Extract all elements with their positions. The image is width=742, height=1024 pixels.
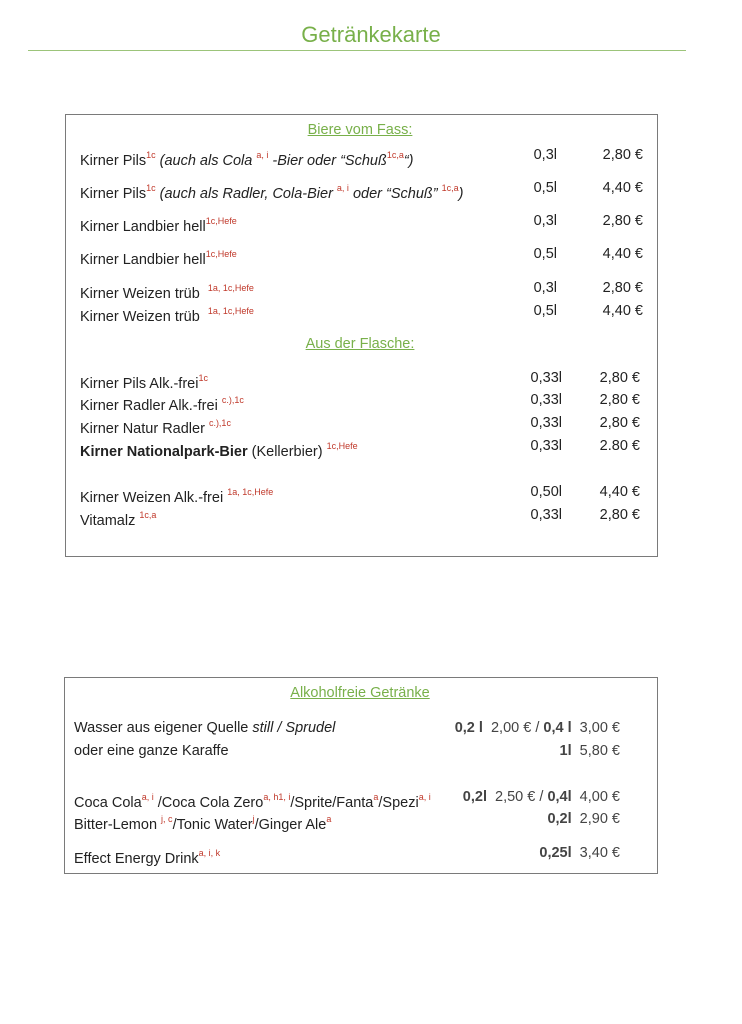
item-volume: 0,33l	[530, 370, 562, 386]
softdrink-price	[539, 844, 620, 862]
allergen-note: 1c,a	[441, 183, 459, 193]
item-price: 2,80 €	[602, 280, 643, 296]
text-segment: Kirner Radler Alk.-frei	[80, 398, 222, 414]
softdrink-item	[74, 788, 431, 812]
text-segment: Kirner Weizen trüb	[80, 309, 208, 325]
text-segment: 0,4 l	[543, 720, 572, 736]
item-price: 4,40 €	[599, 484, 640, 500]
item-price: 2,80 €	[599, 507, 640, 523]
text-segment: 0,2l	[547, 811, 572, 827]
allergen-note: a, i	[336, 183, 349, 193]
allergen-note: 1c,Hefe	[205, 216, 237, 226]
text-segment: Bitter-Lemon	[74, 817, 162, 833]
softdrink-item	[74, 719, 335, 737]
text-segment: /Ginger Ale	[254, 817, 327, 833]
text-segment: (Kellerbier)	[247, 444, 327, 460]
text-segment: 3,40 €	[571, 845, 620, 861]
text-segment: 2,90 €	[571, 811, 620, 827]
menu-item	[80, 212, 237, 236]
menu-item	[80, 146, 414, 170]
text-segment: still / Sprudel	[252, 720, 336, 736]
softdrink-item	[74, 810, 331, 834]
allergen-note: a, h1, i	[263, 792, 291, 802]
text-segment: Kirner Pils Alk.-frei	[80, 376, 199, 392]
text-segment: Kirner Landbier hell	[80, 219, 206, 235]
item-price: 4,40 €	[602, 180, 643, 196]
text-segment: 2,50 € /	[486, 789, 548, 805]
allergen-note: 1a, 1c,Hefe	[227, 487, 274, 497]
item-volume: 0,33l	[530, 415, 562, 431]
text-segment: Kirner Nationalpark-Bier	[80, 444, 248, 460]
item-volume: 0,50l	[530, 484, 562, 500]
item-volume: 0,3l	[533, 213, 557, 229]
text-segment: (auch als Radler, Cola-Bier	[155, 186, 337, 202]
text-segment: 4,00 €	[571, 789, 620, 805]
allergen-note: c.),1c	[221, 395, 244, 405]
text-segment: Kirner Weizen Alk.-frei	[80, 490, 228, 506]
allergen-note: 1a, 1c,Hefe	[207, 306, 254, 316]
text-segment: 0,2l	[462, 789, 487, 805]
menu-item	[80, 302, 254, 326]
item-price: 2,80 €	[599, 415, 640, 431]
text-segment: /Tonic Water	[172, 817, 253, 833]
menu-item	[80, 437, 358, 461]
header-fass: Biere vom Fass:	[307, 122, 413, 138]
item-volume: 0,3l	[533, 280, 557, 296]
header-softdrinks: Alkoholfreie Getränke	[290, 685, 430, 701]
text-segment: /Sprite/Fanta	[290, 795, 374, 811]
menu-item	[80, 414, 231, 438]
item-volume: 0,5l	[533, 180, 557, 196]
text-segment: “)	[403, 153, 414, 169]
text-segment: Kirner Pils	[80, 153, 147, 169]
allergen-note: a, i	[141, 792, 154, 802]
text-segment: -Bier oder “Schuß	[268, 153, 387, 169]
menu-item	[80, 369, 208, 393]
allergen-note: 1c,a	[139, 510, 157, 520]
text-segment: /Spezi	[378, 795, 419, 811]
softdrink-price	[560, 742, 620, 760]
allergen-note: c.),1c	[208, 418, 231, 428]
softdrink-item	[74, 844, 220, 868]
softdrink-price	[547, 810, 620, 828]
text-segment: 3,00 €	[571, 720, 620, 736]
item-volume: 0,5l	[533, 246, 557, 262]
allergen-note: 1a, 1c,Hefe	[207, 283, 254, 293]
item-price: 2,80 €	[599, 370, 640, 386]
text-segment: Kirner Pils	[80, 186, 147, 202]
page-title: Getränkekarte	[301, 22, 441, 47]
text-segment: oder eine ganze Karaffe	[74, 743, 229, 759]
header-flasche: Aus der Flasche:	[305, 336, 415, 352]
item-volume: 0,5l	[533, 303, 557, 319]
allergen-note: j, c	[161, 814, 173, 824]
allergen-note: 1c	[198, 373, 208, 383]
text-segment: /Coca Cola Zero	[153, 795, 264, 811]
text-segment: Kirner Landbier hell	[80, 252, 206, 268]
allergen-note: a, i	[256, 150, 269, 160]
allergen-note: 1c,Hefe	[205, 249, 237, 259]
item-price: 2,80 €	[599, 392, 640, 408]
item-price: 4,40 €	[602, 303, 643, 319]
allergen-note: 1c	[146, 150, 156, 160]
title-divider	[28, 50, 686, 51]
softdrink-price	[463, 788, 620, 806]
text-segment: 0,2 l	[454, 720, 483, 736]
text-segment: Effect Energy Drink	[74, 851, 199, 867]
text-segment: Kirner Weizen trüb	[80, 286, 208, 302]
softdrink-item	[74, 742, 229, 760]
item-price: 2,80 €	[602, 147, 643, 163]
item-price: 4,40 €	[602, 246, 643, 262]
text-segment: oder “Schuß”	[348, 186, 442, 202]
text-segment: 5,80 €	[571, 743, 620, 759]
allergen-note: 1c	[146, 183, 156, 193]
text-segment: (auch als Cola	[155, 153, 257, 169]
menu-item	[80, 506, 156, 530]
item-volume: 0,33l	[530, 507, 562, 523]
menu-item	[80, 279, 254, 303]
allergen-note: a	[326, 814, 332, 824]
item-price: 2.80 €	[599, 438, 640, 454]
text-segment: 2,00 € /	[482, 720, 544, 736]
item-volume: 0,3l	[533, 147, 557, 163]
allergen-note: a, i, k	[198, 848, 221, 858]
text-segment: 0,4l	[547, 789, 572, 805]
text-segment: 1l	[559, 743, 572, 759]
text-segment: 0,25l	[539, 845, 572, 861]
allergen-note: j	[252, 814, 255, 824]
item-price: 2,80 €	[602, 213, 643, 229]
item-volume: 0,33l	[530, 438, 562, 454]
text-segment: Coca Cola	[74, 795, 142, 811]
menu-item	[80, 483, 273, 507]
item-volume: 0,33l	[530, 392, 562, 408]
menu-item	[80, 179, 463, 203]
allergen-note: 1c,a	[386, 150, 404, 160]
allergen-note: a, i	[418, 792, 431, 802]
menu-item	[80, 245, 237, 269]
text-segment: Vitamalz	[80, 513, 140, 529]
softdrink-price	[455, 719, 620, 737]
text-segment: )	[458, 186, 464, 202]
menu-item	[80, 391, 244, 415]
text-segment: Wasser aus eigener Quelle	[74, 720, 253, 736]
allergen-note: 1c,Hefe	[326, 441, 358, 451]
allergen-note: a	[373, 792, 379, 802]
text-segment: Kirner Natur Radler	[80, 421, 209, 437]
